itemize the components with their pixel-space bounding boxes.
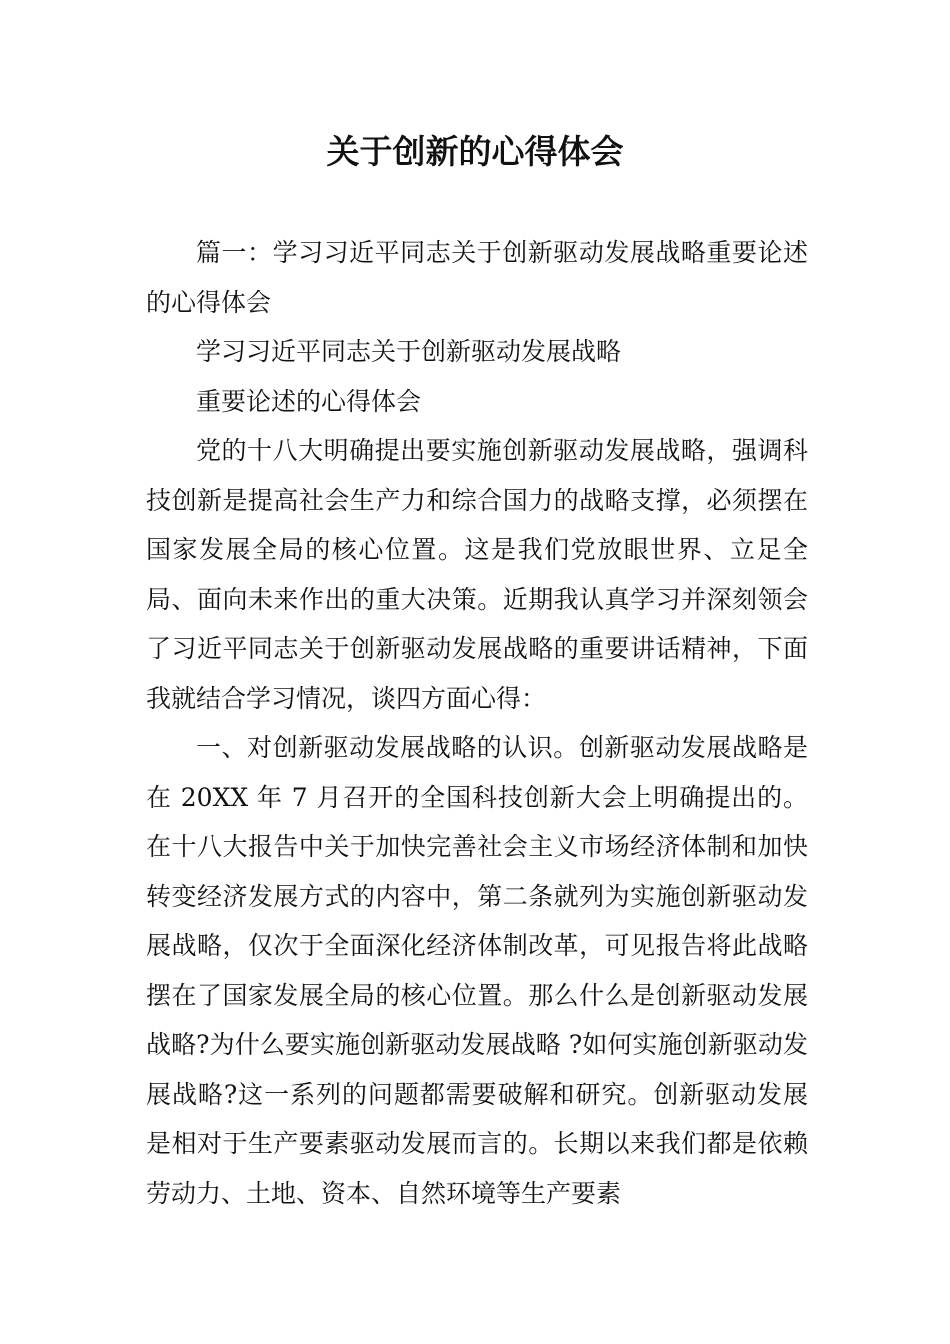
paragraph-point-one: 一、对创新驱动发展战略的认识。创新驱动发展战略是在 20XX 年 7 月召开的全国科技创新大会上明确提出的。在十八大报告中关于加快完善社会主义市场经济体制和加快转变经济发展方式的内容中，第二条就列为实施创新驱动发展战略，仅次于全面深化经济体制改革，可见报告将此战略摆在了国家发展全局的核心位置。那么什么是创新驱动发展战略?为什么要实施创新驱动发展战略 ?如何实施创新驱动发展战略?这一系列的问题都需要破解和研究。创新驱动发展是相对于生产要素驱动发展而言的。长期以来我们都是依赖劳动力、土地、资本、自然环境等生产要素 xyxy=(146,733,808,1208)
paragraph-intro: 党的十八大明确提出要实施创新驱动发展战略，强调科技创新是提高社会生产力和综合国力的战略支撑，必须摆在国家发展全局的核心位置。这是我们党放眼世界、立足全局、面向未来作出的重大决策。近期我认真学习并深刻领会了习近平同志关于创新驱动发展战略的重要讲话精神，下面我就结合学习情况，谈四方面心得： xyxy=(146,436,808,713)
document-title: 关于创新的心得体会 xyxy=(326,132,624,171)
document-body xyxy=(146,228,808,1218)
paragraph-section-heading: 篇一：学习习近平同志关于创新驱动发展战略重要论述的心得体会 xyxy=(146,238,808,317)
paragraph-subtitle-line-2: 重要论述的心得体会 xyxy=(196,386,422,416)
paragraph-subtitle-line-1: 学习习近平同志关于创新驱动发展战略 xyxy=(196,337,622,366)
